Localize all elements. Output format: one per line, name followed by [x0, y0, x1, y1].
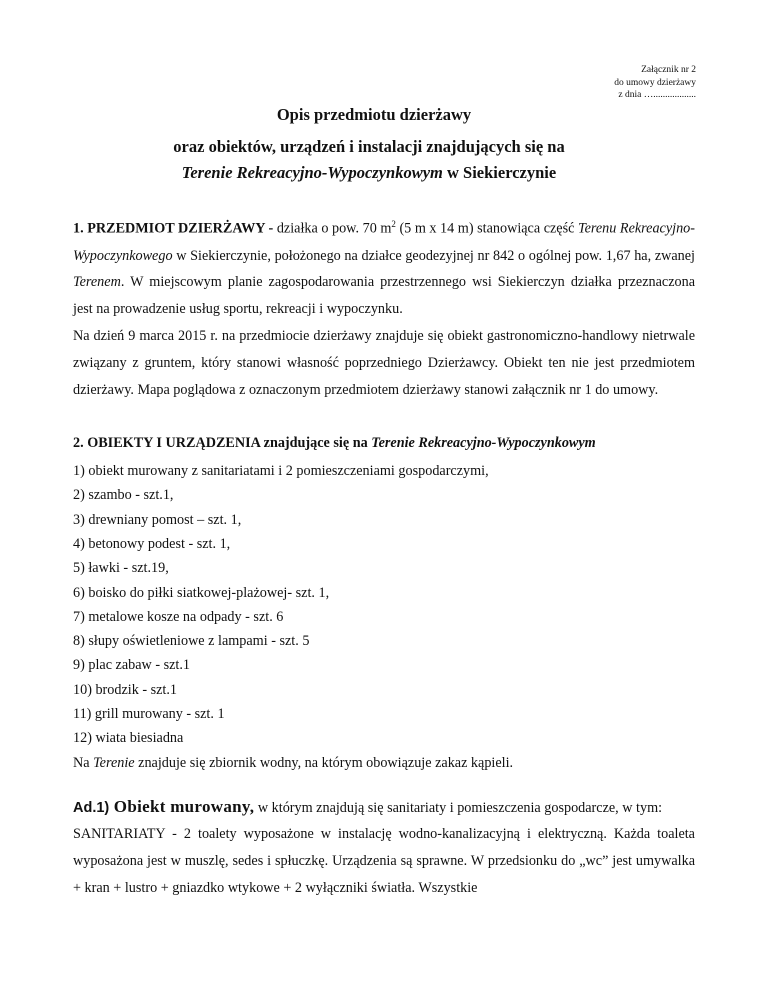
list-item: 8) słupy oświetleniowe z lampami - szt. 5 — [73, 633, 310, 650]
water-note: Na Terenie znajduje się zbiornik wodny, na którym obowiązuje zakaz kąpieli. — [73, 754, 514, 771]
list-item: 7) metalowe kosze na odpady - szt. 6 — [73, 608, 284, 625]
section-1-paragraph-2: Na dzień 9 marca 2015 r. na przedmiocie dzierżawy znajduje się obiekt gastronomiczno-handlowy nietrwale związany z gruntem, który stanowi własność poprzedniego Dzierżawcy. Obiekt ten nie jest przedmiotem dzierżawy. Mapa poglądowa z oznaczonym przedmiotem dzierżawy stanowi załącznik nr 1 do umowy. — [73, 327, 695, 398]
list-item: 9) plac zabaw - szt.1 — [73, 657, 190, 674]
subtitle-italic: Terenie Rekreacyjno-Wypoczynkowym — [181, 163, 443, 182]
section-2-heading: 2. OBIEKTY I URZĄDZENIA znajdujące się na Terenie Rekreacyjno-Wypoczynkowym — [73, 435, 596, 452]
list-item: 6) boisko do piłki siatkowej-plażowej- szt. 1, — [73, 584, 330, 601]
list-item: 5) ławki - szt.19, — [73, 560, 169, 577]
attachment-note — [614, 64, 696, 102]
attachment-line-1: Załącznik nr 2 — [641, 65, 696, 75]
ad-1-label: Ad.1) — [73, 799, 110, 816]
section-1-paragraph: 1. PRZEDMIOT DZIERŻAWY - działka o pow. 70 $m^2$ (5 m x 14 m) stanowiąca część Terenu Rekreacyjno-Wypoczynkowego w Siekierczynie, położonego na działce geodezyjnej nr 842 o ogólnej pow. 1,67 ha, zwanej Terenem. W miejscowym planie zagospodarowania przestrzennego wsi Siekierczyn działka przeznaczona jest na prowadzenie usług sportu, rekreacji i wypoczynku. — [73, 219, 695, 318]
list-item: 10) brodzik - szt.1 — [73, 681, 178, 698]
list-item: 11) grill murowany - szt. 1 — [73, 706, 225, 723]
list-item: 12) wiata biesiadna — [73, 730, 184, 747]
document-subtitle: oraz obiektów, urządzeń i instalacji znajdujących się na — [173, 137, 565, 156]
subtitle-rest: w Siekierczynie — [442, 163, 557, 182]
section-1-heading: 1. PRZEDMIOT DZIERŻAWY - — [73, 220, 274, 237]
list-item: 3) drewniany pomost – szt. 1, — [73, 511, 242, 528]
attachment-line-3: z dnia ….................. — [618, 90, 696, 100]
equipment-list — [73, 459, 695, 775]
ad-1-title: Obiekt murowany, — [109, 796, 255, 816]
sanitary-heading: SANITARIATY - — [73, 825, 177, 842]
document-body — [73, 211, 695, 901]
attachment-line-2: do umowy dzierżawy — [614, 77, 696, 88]
list-item: 1) obiekt murowany z sanitariatami i 2 pomieszczeniami gospodarczymi, — [73, 463, 489, 480]
list-item: 4) betonowy podest - szt. 1, — [73, 536, 231, 552]
list-item: 2) szambo - szt.1, — [73, 487, 174, 504]
document-title: Opis przedmiotu dzierżawy — [276, 105, 472, 124]
document-subtitle-location — [0, 163, 753, 183]
sanitary-paragraph: SANITARIATY - 2 toalety wyposażone w instalację wodno-kanalizacyjną i elektryczną. Każda toaleta wyposażona jest w muszlę, sedes i spłuczkę. Urządzenia są sprawne. W przedsionku do „wc” jest umywalka + kran + lustro + gniazdko wtykowe + 2 wyłączniki światła. Wszystkie — [73, 825, 695, 896]
ad-1-paragraph: Ad.1) Obiekt murowany, w którym znajdują się sanitariaty i pomieszczenia gospodarcze, w tym: — [73, 796, 663, 816]
